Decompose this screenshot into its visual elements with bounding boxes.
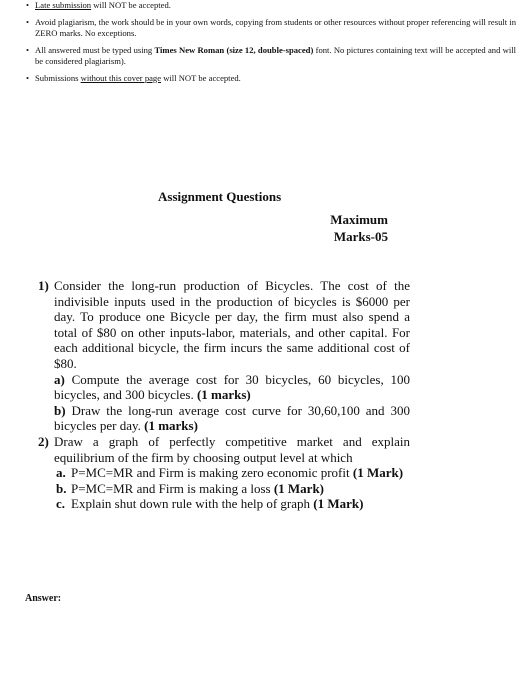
part-text: Compute the average cost for 30 bicycles, 60 bicycles, 100 bicycles, and 300 bicycles. bbox=[54, 371, 410, 403]
rule-text: will NOT be accepted. bbox=[161, 72, 241, 83]
maximum-marks bbox=[283, 211, 388, 245]
part-marks: (1 Mark) bbox=[352, 465, 404, 481]
part-label: b) bbox=[54, 402, 66, 418]
part-marks: (1 marks) bbox=[196, 387, 251, 403]
rule-text: will NOT be accepted. bbox=[91, 0, 171, 10]
answer-label: Answer: bbox=[25, 593, 62, 604]
rule-text-underlined: without this cover page bbox=[80, 72, 162, 83]
question-2-part-c bbox=[56, 496, 410, 512]
bullet: • bbox=[26, 16, 30, 27]
question-number: 2) bbox=[38, 433, 49, 449]
part-text: P=MC=MR and Firm is making a loss bbox=[71, 480, 274, 496]
bullet: • bbox=[26, 72, 30, 83]
part-label: b. bbox=[56, 480, 67, 496]
question-text: Draw a graph of perfectly competitive market and explain equilibrium of the firm by choosing output level at which bbox=[54, 433, 410, 465]
questions bbox=[38, 278, 410, 512]
part-label: c. bbox=[56, 496, 66, 512]
submission-rules bbox=[26, 0, 516, 89]
question-2 bbox=[38, 434, 410, 512]
question-text: Consider the long-run production of Bicycles. The cost of the indivisible inputs used in the production of bicycles is $6000 per day. To produce one Bicycle per day, the firm must also spend a total of $80 on other inputs-labor, materials, and other capital. For each additional bicycle, the firm incurs the same additional cost of $80. bbox=[54, 278, 410, 371]
question-2-part-b bbox=[56, 481, 410, 497]
part-text: Explain shut down rule with the help of graph bbox=[71, 496, 314, 512]
part-text: P=MC=MR and Firm is making zero economic profit bbox=[71, 465, 353, 481]
question-1-part-b bbox=[54, 403, 410, 434]
bullet: • bbox=[26, 44, 30, 55]
part-text: Draw the long-run average cost curve for 30,60,100 and 300 bicycles per day. bbox=[54, 402, 410, 434]
rule-text-underlined: Late submission bbox=[35, 0, 92, 10]
rule-text: Avoid plagiarism, the work should be in your own words, copying from students or other resources without proper referencing will result in ZERO marks. No exceptions. bbox=[35, 16, 516, 38]
rule-font bbox=[26, 45, 516, 68]
rule-plagiarism bbox=[26, 17, 516, 40]
question-number: 1) bbox=[38, 278, 49, 293]
rule-text: font. No pictures containing text will be accepted and will be considered plagiarism). bbox=[35, 44, 516, 66]
rule-late-submission bbox=[26, 0, 516, 12]
question-2-part-a bbox=[56, 465, 410, 481]
rule-text: All answered must be typed using bbox=[35, 44, 155, 55]
part-marks: (1 Mark) bbox=[273, 480, 325, 496]
part-marks: (1 marks) bbox=[144, 418, 198, 434]
max-marks-line1: Maximum bbox=[330, 212, 388, 227]
bullet: • bbox=[26, 0, 30, 10]
part-label: a. bbox=[56, 465, 66, 481]
rule-text-bold: Times New Roman (size 12, double-spaced) bbox=[154, 44, 314, 55]
part-label: a) bbox=[54, 371, 65, 387]
part-marks: (1 Mark) bbox=[313, 496, 364, 512]
max-marks-line2: Marks-05 bbox=[333, 229, 388, 244]
rule-cover-page bbox=[26, 73, 516, 85]
assignment-title: Assignment Questions bbox=[158, 189, 282, 204]
question-1 bbox=[38, 278, 410, 434]
question-1-part-a bbox=[54, 372, 410, 403]
rule-text: Submissions bbox=[35, 72, 81, 83]
